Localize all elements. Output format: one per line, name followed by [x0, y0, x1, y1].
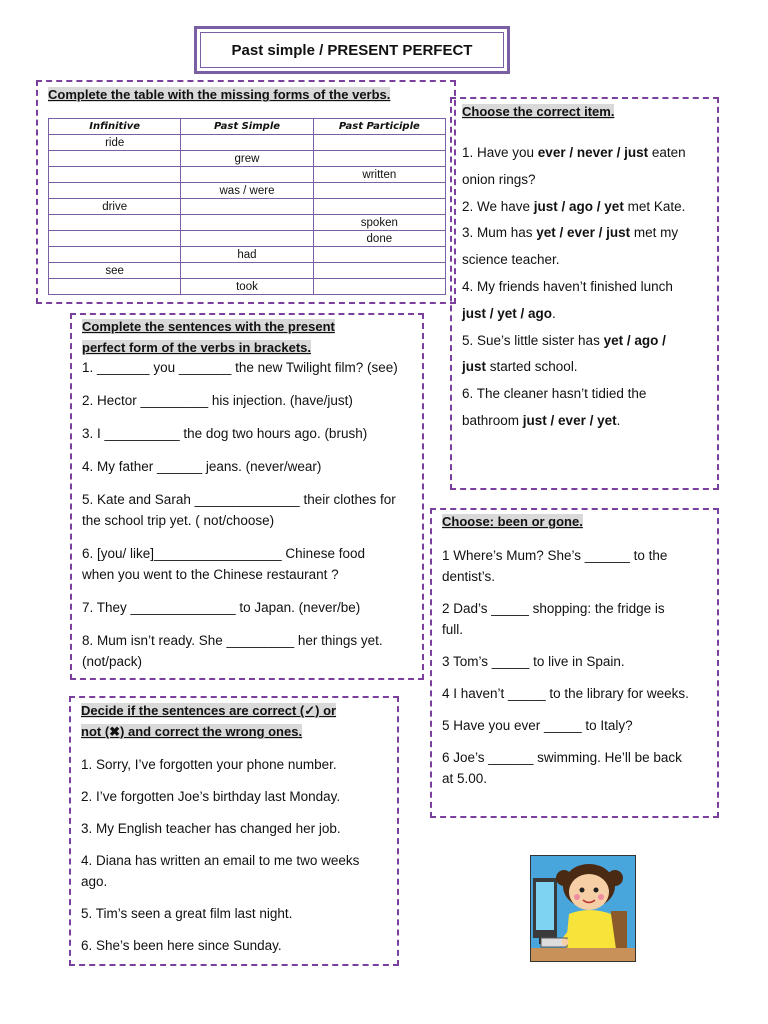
table-blank-cell[interactable] — [313, 183, 445, 199]
answer-options[interactable]: yet / ago / — [603, 332, 666, 348]
exercise-item[interactable] — [442, 747, 717, 789]
item-line: the school trip yet. ( not/choose) — [82, 513, 275, 528]
exercise-item[interactable] — [82, 423, 422, 444]
line-text: bathroom — [462, 412, 523, 428]
line-text: 2. We have — [462, 198, 534, 214]
item-line: 2. Hector _________ his injection. (have/just) — [82, 393, 353, 408]
item-line: ago. — [81, 874, 108, 889]
exercise-item[interactable] — [81, 754, 397, 775]
table-blank-cell[interactable] — [49, 247, 181, 263]
exercise-item[interactable] — [442, 683, 717, 704]
table-blank-cell[interactable] — [181, 167, 313, 183]
exercise-item[interactable] — [82, 489, 422, 531]
table-blank-cell[interactable] — [313, 263, 445, 279]
item-line: 1. _______ you _______ the new Twilight film? (see) — [82, 360, 398, 375]
present-perfect-list — [82, 357, 422, 684]
line-text: science teacher. — [462, 252, 560, 268]
answer-options[interactable]: ever / never / just — [537, 145, 649, 160]
line-text: 4. My friends haven’t finished lunch — [462, 278, 673, 294]
item-line: dentist’s. — [442, 569, 496, 584]
table-cell: took — [181, 279, 313, 295]
choose-item-heading-wrap — [462, 101, 614, 122]
table-blank-cell[interactable] — [313, 151, 445, 167]
table-blank-cell[interactable] — [181, 199, 313, 215]
item-line: 1 Where’s Mum? She’s ______ to the — [442, 548, 668, 563]
table-cell: done — [313, 231, 445, 247]
table-row — [49, 199, 446, 215]
correct-heading-line1: Decide if the sentences are correct (✓) or — [81, 703, 337, 718]
table-cell: was / were — [181, 183, 313, 199]
answer-options[interactable]: just / ever / yet — [522, 412, 617, 428]
choose-item-line — [462, 167, 717, 194]
table-blank-cell[interactable] — [49, 231, 181, 247]
table-cell: see — [49, 263, 181, 279]
exercise-item[interactable] — [442, 715, 717, 736]
table-cell: spoken — [313, 215, 445, 231]
table-header-cell: Past Participle — [313, 119, 445, 135]
table-blank-cell[interactable] — [313, 247, 445, 263]
choose-item-line — [462, 274, 717, 301]
exercise-item[interactable] — [442, 651, 717, 672]
answer-options[interactable]: just — [462, 359, 487, 375]
answer-options[interactable]: just / yet / ago — [462, 305, 553, 321]
table-row — [49, 247, 446, 263]
item-line: 6 Joe’s ______ swimming. He’ll be back — [442, 750, 682, 765]
item-line: when you went to the Chinese restaurant ? — [82, 567, 339, 582]
line-text: eaten — [648, 145, 686, 160]
answer-options[interactable]: yet / ever / just — [536, 225, 631, 241]
present-perfect-heading-line1: Complete the sentences with the present — [82, 319, 335, 334]
present-perfect-heading-line2: perfect form of the verbs in brackets. — [82, 340, 312, 355]
table-cell: grew — [181, 151, 313, 167]
exercise-item[interactable] — [81, 935, 397, 956]
item-line: full. — [442, 622, 464, 637]
choose-item-line — [462, 301, 717, 328]
line-text: 1. Have you — [462, 145, 538, 160]
item-line: 4. My father ______ jeans. (never/wear) — [82, 459, 322, 474]
item-line: 2. I’ve forgotten Joe’s birthday last Monday. — [81, 789, 341, 804]
table-blank-cell[interactable] — [181, 215, 313, 231]
choose-item-line — [462, 247, 717, 274]
correct-list — [81, 754, 397, 967]
table-row — [49, 183, 446, 199]
table-blank-cell[interactable] — [49, 279, 181, 295]
table-blank-cell[interactable] — [313, 279, 445, 295]
table-blank-cell[interactable] — [313, 199, 445, 215]
choose-item-line — [462, 408, 717, 435]
table-row — [49, 231, 446, 247]
table-blank-cell[interactable] — [181, 263, 313, 279]
exercise-item[interactable] — [81, 786, 397, 807]
table-blank-cell[interactable] — [49, 167, 181, 183]
line-text: met Kate. — [623, 198, 686, 214]
line-text: started school. — [486, 359, 578, 375]
item-line: (not/pack) — [82, 654, 143, 669]
exercise-item[interactable] — [81, 903, 397, 924]
exercise-item[interactable] — [82, 543, 422, 585]
line-text: 6. The cleaner hasn’t tidied the — [462, 386, 647, 402]
table-blank-cell[interactable] — [49, 151, 181, 167]
choose-item-list — [462, 140, 717, 435]
correct-heading-wrap — [81, 700, 391, 742]
table-row — [49, 263, 446, 279]
item-line: 4 I haven’t _____ to the library for weeks. — [442, 686, 689, 701]
exercise-item[interactable] — [82, 357, 422, 378]
table-row — [49, 279, 446, 295]
choose-item-line — [462, 220, 717, 247]
present-perfect-heading-wrap — [82, 316, 412, 358]
exercise-item[interactable] — [82, 456, 422, 477]
exercise-item[interactable] — [82, 597, 422, 618]
table-blank-cell[interactable] — [181, 231, 313, 247]
table-cell: ride — [49, 135, 181, 151]
line-text: met my — [630, 225, 679, 241]
table-header-cell: Past Simple — [181, 119, 313, 135]
item-line: 5. Tim’s seen a great film last night. — [81, 906, 293, 921]
item-line: 6. She’s been here since Sunday. — [81, 938, 282, 953]
item-line: 5 Have you ever _____ to Italy? — [442, 718, 633, 733]
item-line: 3 Tom’s _____ to live in Spain. — [442, 654, 625, 669]
exercise-item[interactable] — [81, 818, 397, 839]
table-row — [49, 135, 446, 151]
been-gone-heading-wrap — [442, 511, 583, 532]
page-title: Past simple / PRESENT PERFECT — [200, 32, 504, 68]
table-blank-cell[interactable] — [49, 183, 181, 199]
table-row — [49, 215, 446, 231]
title-box — [194, 26, 510, 74]
correct-heading-line2: not (✖) and correct the wrong ones. — [81, 724, 303, 739]
table-row — [49, 167, 446, 183]
table-cell: had — [181, 247, 313, 263]
line-text: 3. Mum has — [462, 225, 537, 241]
choose-item-line — [462, 328, 717, 355]
table-cell: drive — [49, 199, 181, 215]
line-text: onion rings? — [462, 171, 536, 187]
choose-item-line — [462, 381, 717, 408]
item-line: 5. Kate and Sarah ______________ their clothes for — [82, 492, 396, 507]
answer-options[interactable]: just / ago / yet — [533, 198, 624, 214]
item-line: at 5.00. — [442, 771, 488, 786]
verb-table — [48, 118, 446, 295]
table-blank-cell[interactable] — [181, 135, 313, 151]
table-blank-cell[interactable] — [313, 135, 445, 151]
item-line: 3. I __________ the dog two hours ago. (brush) — [82, 426, 368, 441]
exercise-item[interactable] — [81, 850, 397, 892]
item-line: 3. My English teacher has changed her job. — [81, 821, 341, 836]
exercise-item[interactable] — [82, 630, 422, 672]
been-gone-list — [442, 545, 717, 800]
line-text: . — [616, 412, 621, 428]
exercise-item[interactable] — [442, 545, 717, 587]
item-line: 6. [you/ like]_________________ Chinese food — [82, 546, 365, 561]
verb-table-heading: Complete the table with the missing forms of the verbs. — [48, 87, 391, 102]
been-gone-heading: Choose: been or gone. — [442, 514, 583, 529]
item-line: 7. They ______________ to Japan. (never/be) — [82, 600, 361, 615]
item-line: 2 Dad’s _____ shopping: the fridge is — [442, 601, 665, 616]
table-header-cell: Infinitive — [49, 119, 181, 135]
exercise-item[interactable] — [442, 598, 717, 640]
item-line: 4. Diana has written an email to me two weeks — [81, 853, 360, 868]
exercise-item[interactable] — [82, 390, 422, 411]
choose-item-line — [462, 140, 717, 167]
line-text: 5. Sue’s little sister has — [462, 332, 604, 348]
verb-table-heading-wrap — [48, 84, 390, 105]
choose-item-line — [462, 194, 717, 221]
table-blank-cell[interactable] — [49, 215, 181, 231]
item-line: 1. Sorry, I’ve forgotten your phone number. — [81, 757, 337, 772]
choose-item-line — [462, 354, 717, 381]
girl-at-computer-illustration — [530, 855, 636, 962]
choose-item-heading: Choose the correct item. — [462, 104, 615, 119]
table-cell: written — [313, 167, 445, 183]
line-text: . — [552, 305, 556, 321]
item-line: 8. Mum isn’t ready. She _________ her things yet. — [82, 633, 383, 648]
table-row — [49, 151, 446, 167]
